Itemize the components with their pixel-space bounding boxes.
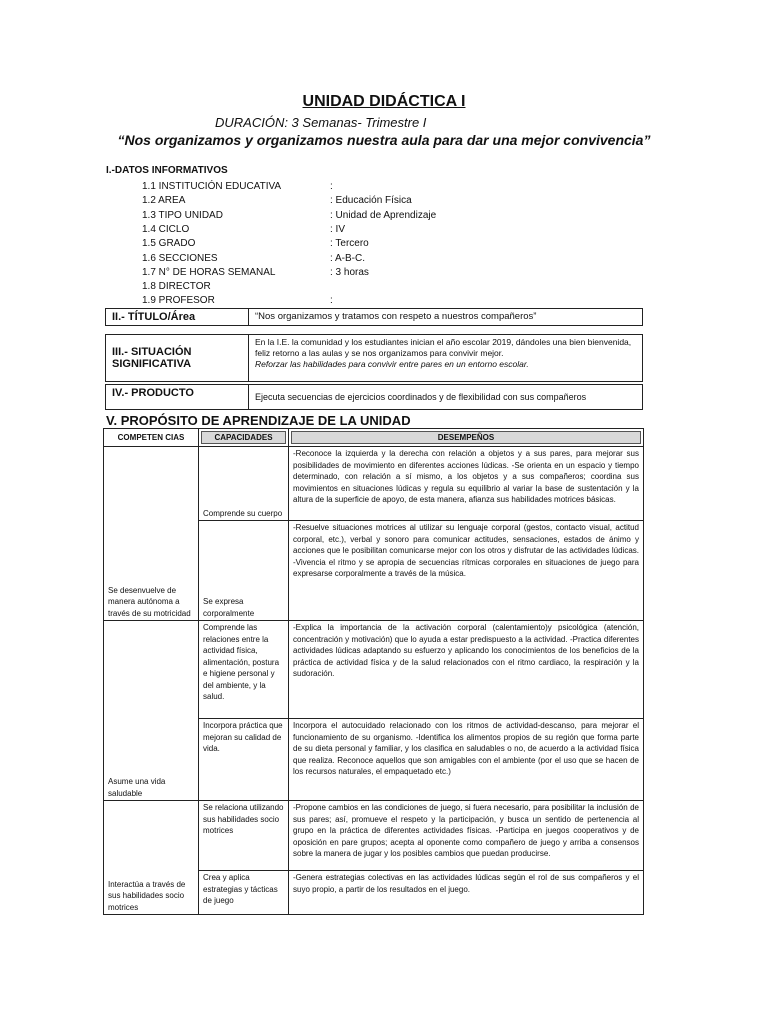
capacidad-cell: Crea y aplica estrategias y tácticas de juego [199, 871, 289, 915]
datos-label: 1.6 SECCIONES [142, 252, 218, 264]
datos-value: : [330, 181, 333, 192]
proposito-table [103, 428, 644, 915]
capacidad-cell: Incorpora práctica que mejoran su calidad de vida. [199, 719, 289, 801]
datos-label: 1.3 TIPO UNIDAD [142, 209, 223, 221]
desempeno-cell: -Explica la importancia de la activación corporal (calentamiento)y psicológica (atención, concentración y motivación) que lo ayuda a estar predispuesto a la actividad. -Practica diferentes actividades lúdicas adaptando su esfuerzo y aplicando los conocimientos de los beneficios de la práctica de actividad física y de la salud relacionados con el ritmo cardiaco, la respiración y la sudoración. [289, 621, 644, 719]
desempeno-cell: -Resuelve situaciones motrices al utilizar su lenguaje corporal (gestos, contacto visual, actitud corporal, etc.), verbal y sonoro para comunicar actitudes, sensaciones, estados de ánimo y acciones que le posibilitan comunicarse mejor con los otros y disfrutar de las actividades lúdicas. -Vivencia el ritmo y se apropia de secuencias rítmicas corporales en situaciones de juego para expresarse corporalmente a través de la música. [289, 521, 644, 621]
duration-line: DURACIÓN: 3 Semanas- Trimestre I [215, 115, 427, 130]
desempeno-cell: Incorpora el autocuidado relacionado con los ritmos de actividad-descanso, para mejorar el funcionamiento de su organismo. -Identifica los alimentos propios de su región que forma parte de su dieta personal y familiar, y los clasifica en saludables o no, de acuerdo a la actividad física que realiza. Reconoce aquellos que son amigables con el ambiente (por el uso que se hacen de los recursos naturales, el empaquetado etc.) [289, 719, 644, 801]
titulo-value: “Nos organizamos y tratamos con respeto a nuestros compañeros” [249, 309, 643, 326]
table-row [104, 447, 644, 521]
competencia-cell: Asume una vida saludable [104, 621, 199, 801]
document-title: UNIDAD DIDÁCTICA I [302, 93, 466, 110]
desempeno-cell: -Reconoce la izquierda y la derecha con relación a objetos y a sus pares, para mejorar sus posibilidades de movimiento en diferentes acciones lúdicas. -Se orienta en un espacio y tiempo determinado, con relación a sí mismo, a los objetos y a sus compañeros; coordina sus movimientos en situaciones lúdicas y regula su equilibrio al variar la base de sustentación y la altura de la superficie de apoyo, de esta manera, afianza sus habilidades motrices básicas. [289, 447, 644, 521]
datos-row [142, 209, 436, 223]
datos-label: 1.7 N° DE HORAS SEMANAL [142, 266, 276, 278]
datos-row [142, 252, 365, 266]
capacidad-cell: Se relaciona utilizando sus habilidades socio motrices [199, 801, 289, 871]
titulo-label: II.- TÍTULO/Área [106, 309, 249, 326]
producto-label: IV.- PRODUCTO [106, 385, 249, 410]
situacion-label: III.- SITUACIÓN SIGNIFICATIVA [106, 335, 249, 382]
datos-label: 1.1 INSTITUCIÓN EDUCATIVA [142, 181, 282, 192]
header-capacidades: CAPACIDADES [199, 429, 289, 447]
section-proposito-heading: V. PROPÓSITO DE APRENDIZAJE DE LA UNIDAD [106, 413, 411, 428]
section-datos-heading: I.-DATOS INFORMATIVOS [106, 165, 228, 176]
situacion-value [249, 335, 643, 382]
unit-slogan: “Nos organizamos y organizamos nuestra aula para dar una mejor convivencia” [117, 132, 651, 148]
datos-value: : IV [330, 223, 346, 235]
datos-row [142, 266, 369, 280]
datos-row [142, 180, 333, 194]
capacidad-cell: Comprende su cuerpo [199, 447, 289, 521]
datos-label: 1.9 PROFESOR [142, 295, 215, 307]
competencia-cell: Interactúa a través de sus habilidades socio motrices [104, 801, 199, 915]
datos-value: : Tercero [330, 238, 369, 250]
capacidad-cell: Comprende las relaciones entre la actividad física, alimentación, postura e higiene personal y del ambiente, y la salud. [199, 621, 289, 719]
datos-value: : 3 horas [330, 266, 369, 278]
header-competencias: COMPETEN CIAS [104, 429, 199, 447]
datos-label: 1.4 CICLO [142, 223, 190, 235]
producto-value: Ejecuta secuencias de ejercicios coordinados y de flexibilidad con sus compañeros [249, 385, 643, 410]
datos-value: : A-B-C. [330, 252, 366, 264]
situacion-text: En la I.E. la comunidad y los estudiantes inician el año escolar 2019, dándoles una bien bienvenida, feliz retorno a las aulas y se nos organizamos para convivir mejor. [255, 337, 632, 358]
competencia-cell: Se desenvuelve de manera autónoma a través de su motricidad [104, 447, 199, 621]
datos-row [142, 280, 330, 294]
datos-row [142, 237, 369, 251]
table-row [104, 621, 644, 719]
capacidad-cell: Se expresa corporalmente [199, 521, 289, 621]
header-desempenos: DESEMPEÑOS [289, 429, 644, 447]
datos-value: : [330, 295, 333, 307]
desempeno-cell: -Propone cambios en las condiciones de juego, si fuera necesario, para posibilitar la inclusión de sus pares; así, promueve el respeto y la participación, y busca un sentido de pertenencia al grupo en la práctica de diferentes actividades físicas. -Participa en juegos cooperativos y de oposición en pare grupos; acepta al oponente como compañero de juego y arriba a consensos sobre la manera de jugar y los posibles cambios que puedan producirse. [289, 801, 644, 871]
desempeno-cell: -Genera estrategias colectivas en las actividades lúdicas según el rol de sus compañeros y el suyo propio, a partir de los resultados en el juego. [289, 871, 644, 915]
datos-value: : Educación Física [330, 195, 412, 207]
datos-row [142, 194, 412, 208]
table-row [104, 801, 644, 871]
producto-box [105, 384, 643, 410]
situacion-italic: Reforzar las habilidades para convivir entre pares en un entorno escolar. [255, 359, 529, 369]
datos-value: : Unidad de Aprendizaje [330, 209, 437, 221]
datos-row [142, 294, 333, 308]
titulo-box [105, 308, 643, 326]
datos-row [142, 223, 345, 237]
datos-label: 1.5 GRADO [142, 238, 196, 250]
datos-label: 1.8 DIRECTOR [142, 281, 211, 293]
situacion-box [105, 334, 643, 382]
datos-label: 1.2 AREA [142, 195, 186, 207]
